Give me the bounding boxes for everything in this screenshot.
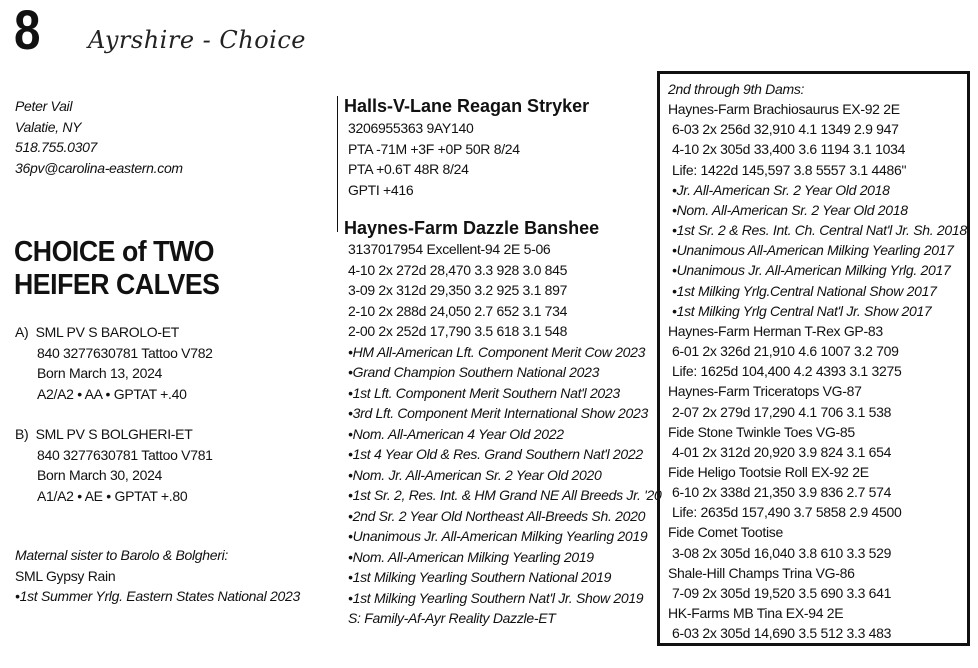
dams-entries: [668, 99, 967, 643]
ancestor-dam-name: Fide Stone Twinkle Toes VG-85: [668, 423, 855, 440]
ancestor-dam-award: •1st Milking Yrlg Central Nat'l Jr. Show 2017: [672, 302, 932, 319]
dam-record-row: 4-01 2x 312d 20,920 3.9 824 3.1 654: [672, 443, 892, 460]
sire-detail-line: PTA +0.6T 48R 8/24: [348, 161, 469, 177]
ancestor-dam-award: •Nom. All-American Sr. 2 Year Old 2018: [672, 201, 908, 218]
sire-name: Halls-V-Lane Reagan Stryker: [344, 96, 590, 116]
consignor-info: [15, 96, 183, 178]
calf-b-label: B): [15, 426, 29, 442]
ancestor-dam-name: Haynes-Farm Triceratops VG-87: [668, 383, 862, 400]
calf-a-genetics: A2/A2 • AA • GPTAT +.40: [37, 385, 187, 402]
offering-title: [14, 236, 220, 302]
ancestor-dam-award: •Jr. All-American Sr. 2 Year Old 2018: [672, 181, 890, 198]
dam-record-row: 2-10 2x 288d 24,050 2.7 652 3.1 734: [348, 302, 568, 319]
dam-name: Haynes-Farm Dazzle Banshee: [344, 218, 600, 238]
dam-award: •2nd Sr. 2 Year Old Northeast All-Breeds Sh. 2020: [348, 507, 646, 524]
ancestor-dam-award: •1st Sr. 2 & Res. Int. Ch. Central Nat'l Jr. Sh. 2018: [672, 222, 967, 239]
calf-a-label: A): [15, 324, 29, 340]
consignor-phone: 518.755.0307: [15, 139, 98, 155]
calf-b-born: Born March 30, 2024: [37, 467, 163, 483]
ancestor-dam-name: HK-Farms MB Tina EX-94 2E: [668, 605, 844, 622]
consignor-name: Peter Vail: [15, 98, 73, 114]
dam-record-row: 6-03 2x 256d 32,910 4.1 1349 2.9 947: [672, 121, 899, 138]
dam-record-row: 2-00 2x 252d 17,790 3.5 618 3.1 548: [348, 323, 568, 339]
dam-awards: [348, 342, 661, 609]
offering-title-line1: CHOICE of TWO: [14, 236, 215, 268]
dam-record-row: Life: 2635d 157,490 3.7 5858 2.9 4500: [672, 504, 902, 521]
dam-award: •1st Sr. 2, Res. Int. & HM Grand NE All Breeds Jr. '20: [348, 487, 662, 503]
dam-record-row: 2-07 2x 279d 17,290 4.1 706 3.1 538: [672, 403, 892, 420]
dams-box-title: 2nd through 9th Dams:: [668, 81, 805, 97]
dam-record-row: 7-09 2x 305d 19,520 3.5 690 3.3 641: [672, 584, 892, 601]
dam-record-row: 6-10 2x 338d 21,350 3.9 836 2.7 574: [672, 484, 892, 501]
calf-a-ids: 840 3277630781 Tattoo V782: [37, 344, 213, 361]
dam-block: [344, 217, 661, 629]
sire-detail-line: GPTI +416: [348, 181, 414, 198]
dam-award: •Nom. All-American 4 Year Old 2022: [348, 425, 564, 442]
maternal-sister: [15, 545, 300, 607]
offering-title-line2: HEIFER CALVES: [14, 269, 220, 301]
calf-a-name: SML PV S BAROLO-ET: [35, 324, 180, 340]
ancestor-dam-name: Fide Comet Tootise: [668, 524, 783, 541]
dam-award: •Nom. Jr. All-American Sr. 2 Year Old 2020: [348, 466, 602, 483]
dam-record-row: 3-09 2x 312d 29,350 3.2 925 3.1 897: [348, 282, 568, 298]
dam-record-row: 3-08 2x 305d 16,040 3.8 610 3.3 529: [672, 544, 892, 561]
dam-record-row: Life: 1625d 104,400 4.2 4393 3.1 3275: [672, 363, 902, 380]
calf-b-ids: 840 3277630781 Tattoo V781: [37, 446, 213, 463]
consignor-email: 36pv@carolina-eastern.com: [15, 159, 183, 176]
lot-number: 8: [14, 0, 41, 61]
sire-divider: [337, 96, 338, 232]
consignor-location: Valatie, NY: [15, 118, 82, 135]
sire-block: [344, 95, 589, 200]
dam-sire-line: S: Family-Af-Ayr Reality Dazzle-ET: [348, 610, 556, 626]
dam-record-row: 6-03 2x 305d 14,690 3.5 512 3.3 483: [672, 625, 892, 642]
calf-b-name: SML PV S BOLGHERI-ET: [35, 426, 193, 442]
dam-award: •1st Milking Yearling Southern National 2019: [348, 569, 612, 585]
sister-award: •1st Summer Yrlg. Eastern States National 2023: [15, 588, 300, 604]
dam-id-line: 3137017954 Excellent-94 2E 5-06: [348, 241, 551, 257]
maternal-note: Maternal sister to Barolo & Bolgheri:: [15, 547, 229, 563]
dam-award: •1st 4 Year Old & Res. Grand Southern Nat'l 2022: [348, 446, 643, 462]
ancestor-dam-name: Haynes-Farm Herman T-Rex GP-83: [668, 322, 883, 339]
ancestor-dam-award: •Unanimous All-American Milking Yearling 2017: [672, 242, 954, 259]
dam-award: •Unanimous Jr. All-American Milking Yearling 2019: [348, 528, 648, 544]
dams-list: [668, 79, 967, 643]
dam-award: •3rd Lft. Component Merit International Show 2023: [348, 405, 648, 421]
ancestor-dam-award: •1st Milking Yrlg.Central National Show 2017: [672, 282, 937, 299]
dam-award: •1st Milking Yearling Southern Nat'l Jr. Show 2019: [348, 589, 644, 606]
dam-award: •Grand Champion Southern National 2023: [348, 364, 600, 380]
sire-lines: [344, 118, 589, 200]
sire-detail-line: 3206955363 9AY140: [348, 120, 474, 136]
dam-record-row: Life: 1422d 145,597 3.8 5557 3.1 4486": [672, 161, 907, 178]
calf-b-genetics: A1/A2 • AE • GPTAT +.80: [37, 487, 188, 504]
dam-record-row: 4-10 2x 305d 33,400 3.6 1194 3.1 1034: [672, 141, 906, 158]
breed-title: Ayrshire - Choice: [88, 26, 306, 54]
ancestor-dam-award: •Unanimous Jr. All-American Milking Yrlg. 2017: [672, 262, 951, 279]
dam-record-row: 6-01 2x 326d 21,910 4.6 1007 3.2 709: [672, 343, 899, 360]
ancestor-dam-name: Haynes-Farm Brachiosaurus EX-92 2E: [668, 101, 900, 118]
dam-records: [348, 260, 661, 342]
dam-award: •1st Lft. Component Merit Southern Nat'l 2023: [348, 384, 620, 401]
dam-award: •Nom. All-American Milking Yearling 2019: [348, 548, 594, 565]
sire-detail-line: PTA -71M +3F +0P 50R 8/24: [348, 140, 520, 157]
dam-award: •HM All-American Lft. Component Merit Cow 2023: [348, 343, 646, 360]
calf-b: [15, 424, 213, 506]
calf-a-born: Born March 13, 2024: [37, 365, 163, 381]
sister-name: SML Gypsy Rain: [15, 567, 116, 584]
ancestor-dam-name: Shale-Hill Champs Trina VG-86: [668, 564, 855, 581]
dam-record-row: 4-10 2x 272d 28,470 3.3 928 3.0 845: [348, 261, 568, 278]
ancestor-dam-name: Fide Heligo Tootsie Roll EX-92 2E: [668, 463, 869, 480]
calf-a: [15, 322, 213, 404]
